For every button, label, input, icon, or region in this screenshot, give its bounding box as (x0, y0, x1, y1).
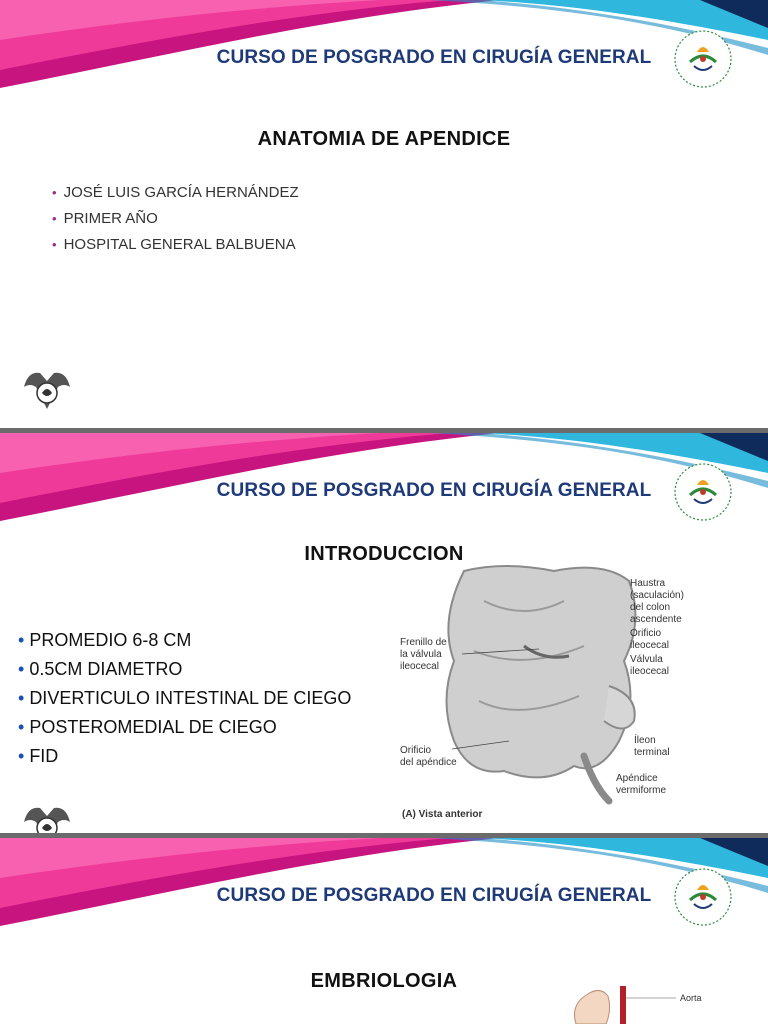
slide-title: EMBRIOLOGIA (310, 970, 458, 992)
figure-label: Aorta (680, 993, 702, 1003)
list-item: • HOSPITAL GENERAL BALBUENA (52, 232, 299, 258)
figure-label: terminal (634, 747, 670, 758)
course-header: CURSO DE POSGRADO EN CIRUGÍA GENERAL (216, 885, 652, 906)
figure-label: (saculación) (630, 590, 684, 601)
course-header: CURSO DE POSGRADO EN CIRUGÍA GENERAL (216, 47, 652, 68)
slide-title: ANATOMIA DE APENDICE (257, 128, 511, 150)
list-item: • PRIMER AÑO (52, 206, 299, 232)
list-item: • 0.5CM DIAMETRO (18, 655, 351, 684)
bullet-list (18, 626, 351, 771)
course-header: CURSO DE POSGRADO EN CIRUGÍA GENERAL (216, 480, 652, 501)
university-crest-icon (20, 800, 74, 833)
figure-label: Frenillo de (400, 637, 447, 648)
figure-label: ascendente (630, 614, 682, 625)
figure-label: vermiforme (616, 785, 667, 796)
list-item: • POSTEROMEDIAL DE CIEGO (18, 713, 351, 742)
figure-label: ileocecal (400, 661, 439, 672)
slide-title: INTRODUCCION (304, 543, 464, 565)
figure-label: ileocecal (630, 640, 669, 651)
list-item: • FID (18, 742, 351, 771)
surgery-logo-icon (672, 866, 734, 928)
slide-2 (0, 433, 768, 833)
embryology-figure (566, 976, 716, 1024)
appendix-anatomy-figure (394, 561, 704, 823)
list-item: • DIVERTICULO INTESTINAL DE CIEGO (18, 684, 351, 713)
list-item: • PROMEDIO 6-8 CM (18, 626, 351, 655)
figure-label: Íleon (634, 735, 656, 746)
bullet-list (52, 180, 299, 258)
figure-caption: (A) Vista anterior (402, 809, 483, 820)
list-item: • JOSÉ LUIS GARCÍA HERNÁNDEZ (52, 180, 299, 206)
university-crest-icon (20, 365, 74, 417)
figure-label: Orificio (630, 628, 662, 639)
figure-label: Apéndice (616, 773, 658, 784)
figure-label: del apéndice (400, 757, 457, 768)
surgery-logo-icon (672, 461, 734, 523)
figure-label: del colon (630, 602, 671, 613)
figure-label: Válvula (630, 654, 663, 665)
surgery-logo-icon (672, 28, 734, 90)
figure-label: ileocecal (630, 666, 669, 677)
figure-label: Haustra (630, 578, 666, 589)
slide-1 (0, 0, 768, 428)
slide-3 (0, 838, 768, 1024)
figure-label: la válvula (400, 649, 442, 660)
figure-label: Orificio (400, 745, 432, 756)
